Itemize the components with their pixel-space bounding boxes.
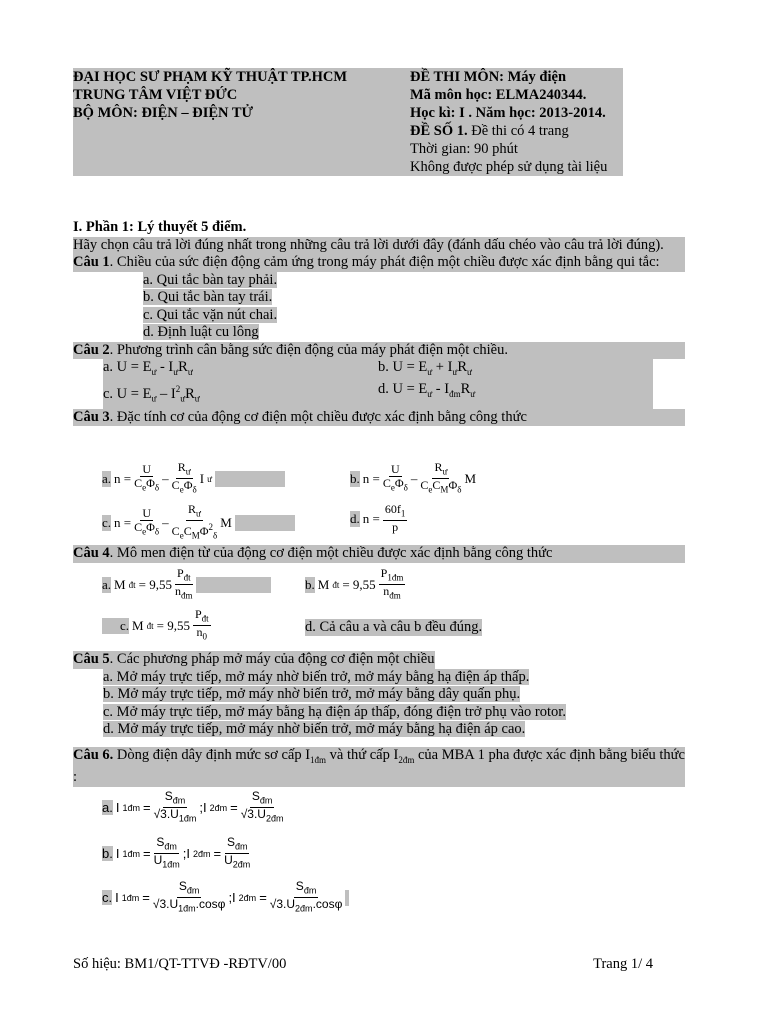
q5-option-c[interactable]: c. Mở máy trực tiếp, mở máy bằng hạ điện áp thấp, đóng điện trở phụ vào rotor. xyxy=(103,703,566,720)
q2-option-c[interactable]: c. $U = E_ư - I^2_ưR_ư$ xyxy=(103,384,200,405)
q6-option-b[interactable]: b. I 1đm = $\frac{S_{đm}}{U_{1đm}}$ ;I 2đm = $\frac{S_{đm}}{U_{2đm}}$ xyxy=(102,835,251,870)
q1-option-b[interactable]: b. Qui tắc bàn tay trái. xyxy=(143,289,273,305)
q4-option-a[interactable]: a. M đt = 9,55 $\frac{P_{đt}}{n_{đm}}$ xyxy=(102,567,271,603)
question-5: Câu 5. Các phương pháp mở máy của động cơ điện một chiều a. Mở máy trực tiếp, mở máy nhờ biến trở, mở máy bằng hạ điện áp thấp. b. Mở máy trực tiếp, mở máy nhờ biến trở, mở máy bằng dây quấn phụ. c. Mở máy trực tiếp, mở máy bằng hạ điện áp thấp, đóng điện trở phụ vào rotor. d. Mở máy trực tiếp, mở máy nhờ biến trở, mở máy bằng hạ điện áp cao. xyxy=(73,651,566,737)
q1-option-c[interactable]: c. Qui tắc vặn nút chai. xyxy=(143,306,278,323)
exam-header xyxy=(73,68,623,176)
section-title: I. Phần 1: Lý thuyết 5 điểm. xyxy=(73,219,247,235)
q5-option-d[interactable]: d. Mở máy trực tiếp, mở máy nhờ biến trở, mở máy bằng hạ điện áp cao. xyxy=(103,721,526,737)
q2-option-a[interactable]: a. $U = E_ư - I_ưR_ư$ xyxy=(103,359,193,377)
department-name: BỘ MÔN: ĐIỆN – ĐIỆN TỬ xyxy=(73,105,254,121)
q1-option-a[interactable]: a. Qui tắc bàn tay phải. xyxy=(143,271,278,288)
q1-option-d[interactable]: d. Định luật cu lông xyxy=(143,324,259,340)
question-6: Câu 6. Dòng điện dây định mức sơ cấp $I_{1đm}$ và thứ cấp $I_{2đm}$ của MBA 1 pha được xác định bằng biểu thức : xyxy=(73,747,685,786)
exam-subject: ĐỀ THI MÔN: Máy điện xyxy=(410,69,567,85)
q5-option-a[interactable]: a. Mở máy trực tiếp, mở máy nhờ biến trở, mở máy bằng hạ điện áp thấp. xyxy=(103,668,530,685)
q3-option-a[interactable]: a. n = $\frac{U}{C_e\Phi_\delta}$ – $\frac{R_ư}{C_e\Phi_\delta}$ I ư xyxy=(102,461,285,497)
course-code: Mã môn học: ELMA240344. xyxy=(410,87,587,103)
page-footer xyxy=(73,956,653,973)
exam-number: ĐỀ SỐ 1. xyxy=(410,123,468,139)
q3-option-b[interactable]: b. n = $\frac{U}{C_e\Phi_\delta}$ – $\frac{R_ư}{C_eC_M\Phi_\delta}$ M xyxy=(350,460,477,495)
q2-option-d[interactable]: d. $U = E_ư - I_{đm}R_ư$ xyxy=(378,381,476,400)
exam-rule: Không được phép sử dụng tài liệu xyxy=(410,159,608,175)
page-count: Đề thi có 4 trang xyxy=(467,123,569,139)
q6-option-c[interactable]: c. I 1đm = $\frac{S_{đm}}{√3.U_{1đm}.\cos\varphi}$ ;I 2đm = $\frac{S_{đm}}{√3.U_{2đm}.\cos\varphi}$ xyxy=(102,880,349,916)
q3-option-d[interactable]: d. n = $\frac{60f_1}{p}$ xyxy=(350,502,406,535)
q4-option-b[interactable]: b. M đt = 9,55 $\frac{P_{1đm}}{n_{đm}}$ xyxy=(305,566,404,601)
q4-option-d[interactable]: d. Cả câu a và câu b đều đúng. xyxy=(305,619,483,635)
question-3: Câu 3. Đặc tính cơ của động cơ điện một chiều được xác định bằng công thức xyxy=(73,409,685,427)
question-2: Câu 2. Phương trình cân bằng sức điện động của máy phát điện một chiều. xyxy=(73,342,685,360)
section-instruction: Hãy chọn câu trả lời đúng nhất trong những câu trả lời dưới đây (đánh dấu chéo vào câu trả lời đúng). xyxy=(73,237,685,255)
center-name: TRUNG TÂM VIỆT ĐỨC xyxy=(73,87,238,103)
page-number: Trang 1/ 4 xyxy=(593,956,653,972)
term: Học kì: I . Năm học: 2013-2014. xyxy=(410,105,606,121)
q3-option-c[interactable]: c. n = $\frac{U}{C_e\Phi_\delta}$ – $\frac{R_ư}{C_eC_M\Phi^2_\delta}$ M xyxy=(102,503,295,543)
university-name: ĐẠI HỌC SƯ PHẠM KỸ THUẬT TP.HCM xyxy=(73,69,348,85)
q5-option-b[interactable]: b. Mở máy trực tiếp, mở máy nhờ biến trở, mở máy bằng dây quấn phụ. xyxy=(103,686,521,702)
q6-option-a[interactable]: a. I 1đm = $\frac{S_{đm}}{√3.U_{1đm}}$ ;I 2đm = $\frac{S_{đm}}{√3.U_{2đm}}$ xyxy=(102,789,284,824)
question-1: Câu 1. Chiều của sức điện động cảm ứng trong máy phát điện một chiều được xác định bằng qui tắc: xyxy=(73,254,685,272)
q2-option-b[interactable]: b. $U = E_ư + I_ưR_ư$ xyxy=(378,359,472,377)
question-4: Câu 4. Mô men điện từ của động cơ điện một chiều được xác định bằng công thức xyxy=(73,545,685,563)
document-code: Số hiệu: BM1/QT-TTVĐ -RĐTV/00 xyxy=(73,956,287,972)
exam-body xyxy=(73,219,685,426)
exam-time: Thời gian: 90 phút xyxy=(410,141,518,157)
q4-option-c[interactable]: c. M đt = 9,55 $\frac{P_{đt}}{n_0}$ xyxy=(102,608,211,644)
